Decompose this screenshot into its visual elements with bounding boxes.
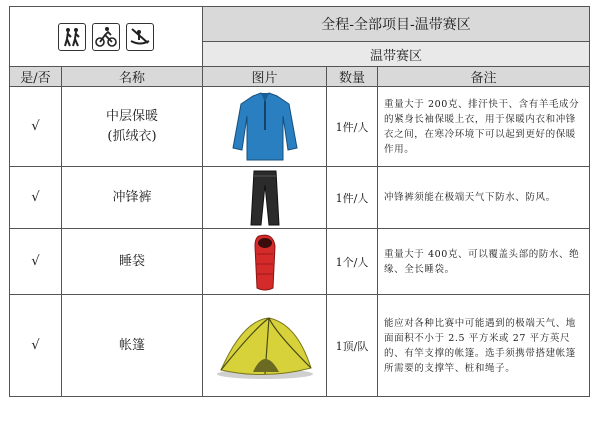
item-note: 重量大于 400克、可以覆盖头部的防水、绝缘、全长睡袋。 [378,229,590,295]
table-row [10,167,590,229]
item-note: 重量大于 200克、排汗快干、含有羊毛成分的紧身长袖保暖上衣，用于保暖内衣和冲锋衣之间，在寒冷环境下可以起到更好的保暖作用。 [378,87,590,167]
item-image [203,295,327,397]
check-mark: √ [10,229,62,295]
gear-table [9,6,590,397]
item-note: 冲锋裤须能在极端天气下防水、防风。 [378,167,590,229]
check-mark: √ [10,295,62,397]
check-mark: √ [10,87,62,167]
column-header-image: 图片 [203,67,327,87]
kayaking-icon [126,23,154,51]
column-header-name: 名称 [62,67,203,87]
check-mark: √ [10,167,62,229]
item-name [62,229,203,295]
item-image [203,229,327,295]
region-label: 温带赛区 [203,42,590,67]
table-row [10,87,590,167]
table-row [10,229,590,295]
item-qty: 1件/人 [327,167,378,229]
hiking-icon [58,23,86,51]
column-header-qty: 数量 [327,67,378,87]
item-name-line2: (抓绒衣) [107,128,157,144]
activity-icons-cell [10,7,203,67]
item-qty: 1件/人 [327,87,378,167]
item-name [62,295,203,397]
item-image [203,167,327,229]
column-header-note: 备注 [378,67,590,87]
tent-icon [213,310,317,382]
sleeping-bag-icon [243,232,287,292]
table-row [10,295,590,397]
cycling-icon [92,23,120,51]
item-name-line1: 睡袋 [118,253,145,269]
item-qty: 1个/人 [327,229,378,295]
column-header-check: 是/否 [10,67,62,87]
fleece-jacket-icon [225,90,305,164]
item-name-line1: 帐篷 [118,337,145,353]
page-title: 全程-全部项目-温带赛区 [203,7,590,42]
pants-icon [245,169,285,227]
item-name [62,167,203,229]
item-note: 能应对各种比赛中可能遇到的极端天气、地面面积不小于 2.5 平方米或 27 平方英尺的、有竿支撑的帐篷。选手须携带搭建帐篷所需要的支撑竿、桩和绳子。 [378,295,590,397]
item-name-line1: 冲锋裤 [112,189,152,205]
item-image [203,87,327,167]
item-name-line1: 中层保暖 [105,108,158,124]
item-qty: 1顶/队 [327,295,378,397]
item-name [62,87,203,167]
